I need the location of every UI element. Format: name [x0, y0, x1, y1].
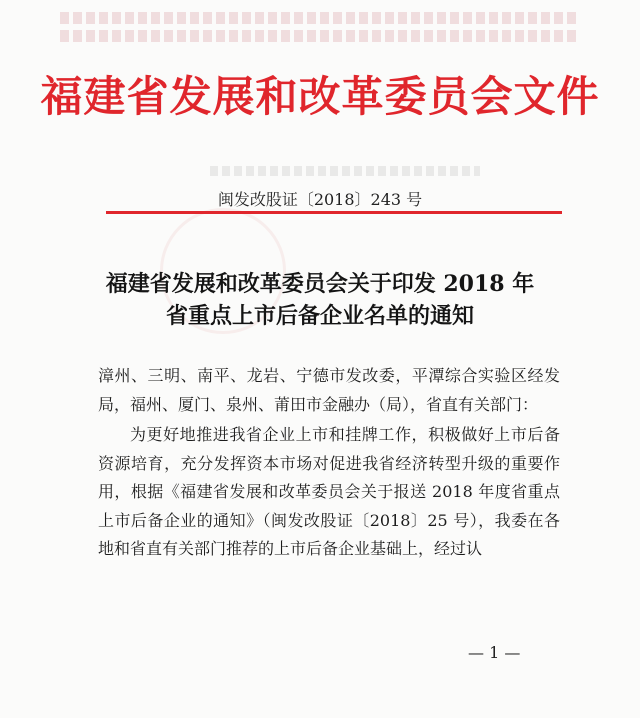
document-title-line-2: 省重点上市后备企业名单的通知: [165, 303, 474, 329]
body-paragraph: 为更好地推进我省企业上市和挂牌工作，积极做好上市后备资源培育，充分发挥资本市场对促进我省经济转型升级的重要作用，根据《福建省发展和改革委员会关于报送 2018 年度省重点上市后备企业的通知》（闽发改股证〔2018〕25 号），我委在各地和省直有关部门推荐的上市后备企业基础上，经过认: [98, 425, 560, 558]
document-title-line-1: 福建省发展和改革委员会关于印发 2018 年: [105, 271, 535, 297]
reverse-side-bleed-through: [60, 12, 580, 24]
reverse-side-bleed-through: [210, 166, 480, 176]
document-body: [98, 362, 560, 564]
red-divider-line: [106, 211, 562, 214]
reverse-side-bleed-through: [60, 30, 580, 42]
issuer-header-title: 福建省发展和改革委员会文件: [40, 72, 600, 121]
recipients-line: 漳州、三明、南平、龙岩、宁德市发改委，平潭综合实验区经发局，福州、厦门、泉州、莆田市金融办（局），省直有关部门：: [98, 366, 560, 414]
page-number: — 1 —: [468, 643, 521, 662]
document-number: 闽发改股证〔2018〕243 号: [217, 190, 423, 209]
document-title: [0, 268, 640, 332]
